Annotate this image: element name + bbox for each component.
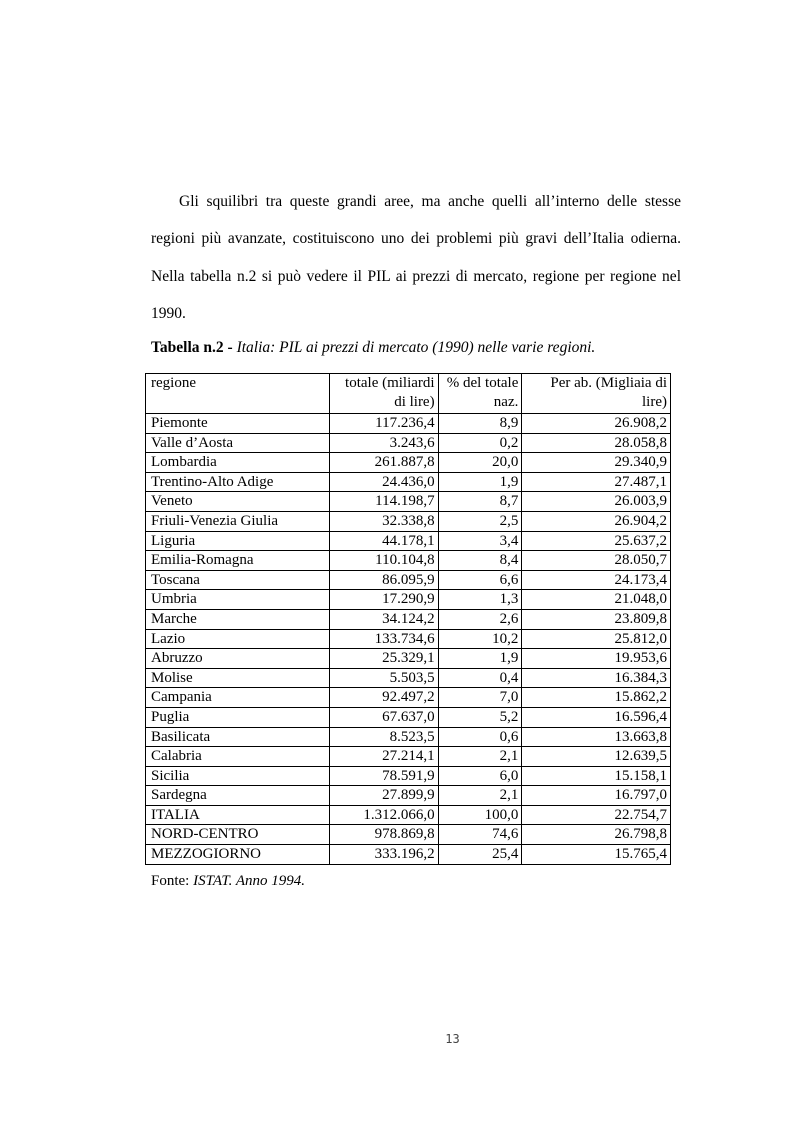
cell-region: Molise	[146, 668, 330, 688]
cell-region: Friuli-Venezia Giulia	[146, 511, 330, 531]
cell-per-capita: 26.798,8	[522, 825, 671, 845]
cell-total: 110.104,8	[329, 551, 438, 571]
source-label: Fonte:	[151, 873, 190, 889]
cell-region: ITALIA	[146, 805, 330, 825]
table-source	[151, 871, 305, 891]
table-row	[146, 688, 671, 708]
cell-total: 261.887,8	[329, 453, 438, 473]
cell-region: Umbria	[146, 590, 330, 610]
cell-region: Puglia	[146, 707, 330, 727]
cell-region: Campania	[146, 688, 330, 708]
cell-pct: 25,4	[438, 845, 522, 865]
table-row	[146, 531, 671, 551]
table-row	[146, 786, 671, 806]
table-row	[146, 649, 671, 669]
cell-pct: 6,6	[438, 570, 522, 590]
cell-region: Emilia-Romagna	[146, 551, 330, 571]
table-row	[146, 845, 671, 865]
header-total: totale (miliardi di lire)	[329, 374, 438, 414]
cell-region: Valle d’Aosta	[146, 433, 330, 453]
cell-region: Lazio	[146, 629, 330, 649]
cell-total: 5.503,5	[329, 668, 438, 688]
cell-pct: 5,2	[438, 707, 522, 727]
cell-pct: 2,1	[438, 747, 522, 767]
cell-region: Marche	[146, 609, 330, 629]
cell-per-capita: 22.754,7	[522, 805, 671, 825]
cell-pct: 3,4	[438, 531, 522, 551]
cell-region: Calabria	[146, 747, 330, 767]
cell-total: 114.198,7	[329, 492, 438, 512]
cell-total: 3.243,6	[329, 433, 438, 453]
cell-per-capita: 15.862,2	[522, 688, 671, 708]
cell-total: 27.214,1	[329, 747, 438, 767]
cell-per-capita: 15.158,1	[522, 766, 671, 786]
cell-pct: 0,2	[438, 433, 522, 453]
cell-per-capita: 15.765,4	[522, 845, 671, 865]
table-row	[146, 747, 671, 767]
cell-pct: 20,0	[438, 453, 522, 473]
cell-total: 24.436,0	[329, 472, 438, 492]
cell-total: 92.497,2	[329, 688, 438, 708]
table-row	[146, 825, 671, 845]
cell-region: Trentino-Alto Adige	[146, 472, 330, 492]
cell-pct: 100,0	[438, 805, 522, 825]
cell-pct: 7,0	[438, 688, 522, 708]
cell-per-capita: 16.797,0	[522, 786, 671, 806]
cell-region: Abruzzo	[146, 649, 330, 669]
cell-pct: 1,3	[438, 590, 522, 610]
caption-text: Italia: PIL ai prezzi di mercato (1990) nelle varie regioni.	[236, 339, 596, 356]
cell-pct: 8,4	[438, 551, 522, 571]
cell-pct: 8,9	[438, 414, 522, 434]
cell-pct: 74,6	[438, 825, 522, 845]
cell-per-capita: 28.058,8	[522, 433, 671, 453]
header-per-capita: Per ab. (Migliaia di lire)	[522, 374, 671, 414]
cell-region: Sardegna	[146, 786, 330, 806]
cell-pct: 1,9	[438, 649, 522, 669]
cell-total: 44.178,1	[329, 531, 438, 551]
table-row	[146, 668, 671, 688]
cell-total: 78.591,9	[329, 766, 438, 786]
cell-per-capita: 16.596,4	[522, 707, 671, 727]
cell-pct: 0,4	[438, 668, 522, 688]
table-row	[146, 629, 671, 649]
cell-per-capita: 19.953,6	[522, 649, 671, 669]
table-row	[146, 570, 671, 590]
table-row	[146, 551, 671, 571]
cell-per-capita: 26.908,2	[522, 414, 671, 434]
cell-pct: 2,5	[438, 511, 522, 531]
cell-per-capita: 26.904,2	[522, 511, 671, 531]
cell-per-capita: 29.340,9	[522, 453, 671, 473]
cell-region: Toscana	[146, 570, 330, 590]
cell-region: Veneto	[146, 492, 330, 512]
cell-per-capita: 28.050,7	[522, 551, 671, 571]
cell-total: 1.312.066,0	[329, 805, 438, 825]
table-row	[146, 590, 671, 610]
header-pct: % del totale naz.	[438, 374, 522, 414]
table-row	[146, 707, 671, 727]
table-row	[146, 453, 671, 473]
table-caption	[151, 338, 595, 358]
cell-total: 86.095,9	[329, 570, 438, 590]
cell-per-capita: 23.809,8	[522, 609, 671, 629]
cell-pct: 6,0	[438, 766, 522, 786]
body-paragraph: Gli squilibri tra queste grandi aree, ma anche quelli all’interno delle stesse regioni più avanzate, costituiscono uno dei problemi più gravi dell’Italia odierna. Nella tabella n.2 si può vedere il PIL ai prezzi di mercato, regione per regione nel 1990.	[151, 193, 681, 322]
cell-region: NORD-CENTRO	[146, 825, 330, 845]
cell-total: 25.329,1	[329, 649, 438, 669]
table-body	[146, 414, 671, 865]
table-row	[146, 727, 671, 747]
cell-region: Sicilia	[146, 766, 330, 786]
cell-total: 8.523,5	[329, 727, 438, 747]
table-row	[146, 492, 671, 512]
cell-per-capita: 24.173,4	[522, 570, 671, 590]
header-region: regione	[146, 374, 330, 414]
table-row	[146, 609, 671, 629]
cell-pct: 2,6	[438, 609, 522, 629]
cell-region: MEZZOGIORNO	[146, 845, 330, 865]
table-header-row	[146, 374, 671, 414]
cell-region: Lombardia	[146, 453, 330, 473]
cell-region: Basilicata	[146, 727, 330, 747]
cell-per-capita: 25.637,2	[522, 531, 671, 551]
cell-total: 32.338,8	[329, 511, 438, 531]
cell-per-capita: 27.487,1	[522, 472, 671, 492]
cell-per-capita: 21.048,0	[522, 590, 671, 610]
table-row	[146, 766, 671, 786]
cell-total: 67.637,0	[329, 707, 438, 727]
cell-region: Liguria	[146, 531, 330, 551]
cell-per-capita: 16.384,3	[522, 668, 671, 688]
cell-total: 34.124,2	[329, 609, 438, 629]
source-text: ISTAT. Anno 1994.	[193, 873, 306, 889]
table-row	[146, 472, 671, 492]
caption-label: Tabella n.2 -	[151, 339, 233, 356]
cell-total: 333.196,2	[329, 845, 438, 865]
table-row	[146, 414, 671, 434]
cell-pct: 10,2	[438, 629, 522, 649]
table-row	[146, 805, 671, 825]
cell-per-capita: 26.003,9	[522, 492, 671, 512]
cell-region: Piemonte	[146, 414, 330, 434]
cell-pct: 2,1	[438, 786, 522, 806]
cell-total: 978.869,8	[329, 825, 438, 845]
cell-per-capita: 12.639,5	[522, 747, 671, 767]
cell-total: 117.236,4	[329, 414, 438, 434]
cell-per-capita: 25.812,0	[522, 629, 671, 649]
gdp-table	[145, 373, 671, 865]
table-row	[146, 511, 671, 531]
cell-pct: 1,9	[438, 472, 522, 492]
cell-total: 17.290,9	[329, 590, 438, 610]
cell-pct: 8,7	[438, 492, 522, 512]
cell-per-capita: 13.663,8	[522, 727, 671, 747]
table-row	[146, 433, 671, 453]
cell-pct: 0,6	[438, 727, 522, 747]
cell-total: 27.899,9	[329, 786, 438, 806]
page-number: 13	[445, 1032, 460, 1046]
cell-total: 133.734,6	[329, 629, 438, 649]
